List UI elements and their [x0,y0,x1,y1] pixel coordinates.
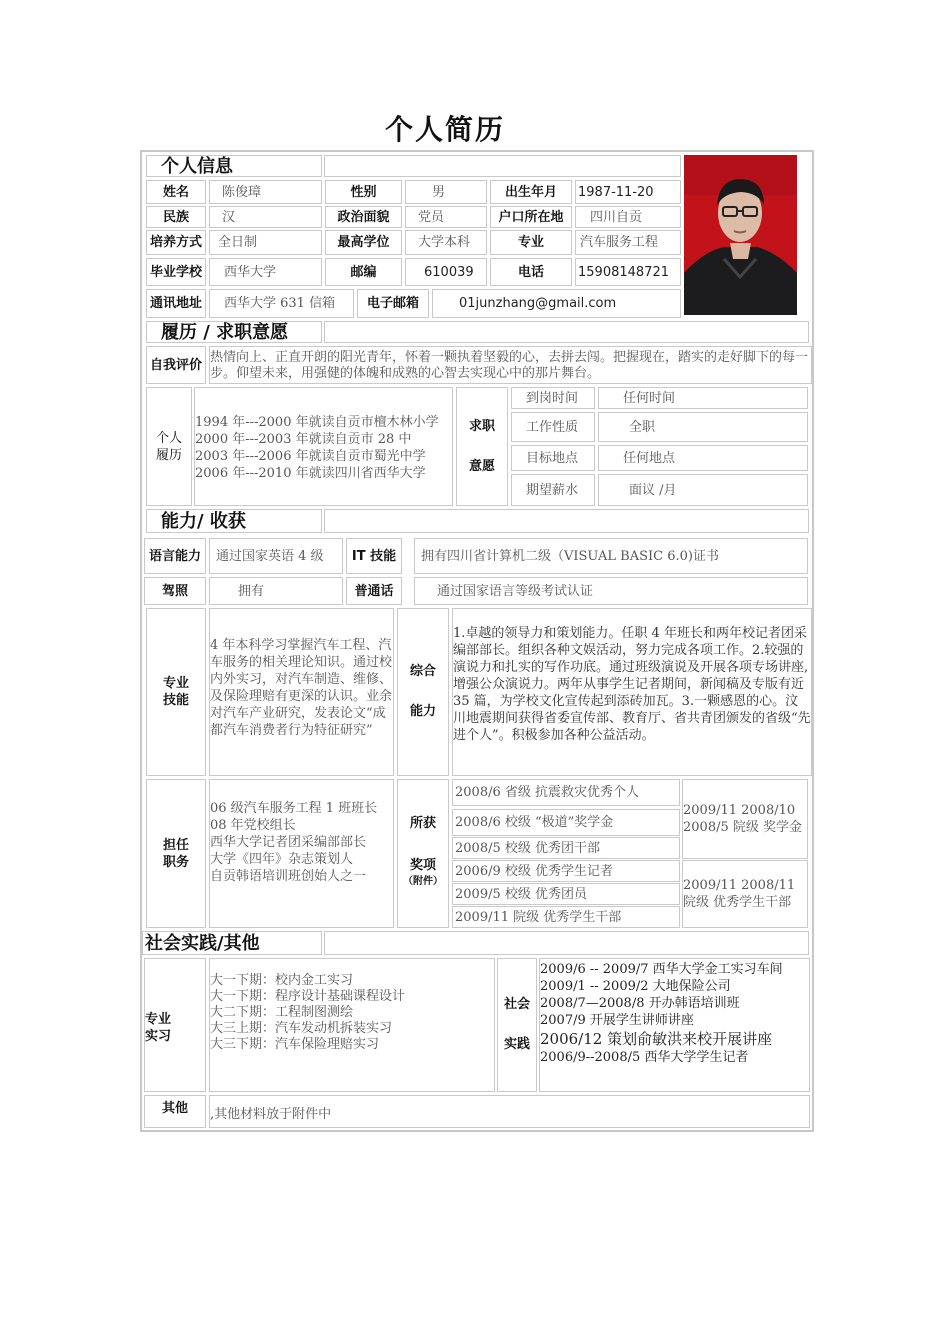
intern-list [209,958,495,1092]
overall-label-2: 能力 [409,704,436,719]
intent-key: 到岗时间 [511,387,595,409]
practice-item: 2007/9 开展学生讲师讲座 [540,1013,694,1028]
history-label [146,387,192,506]
overall-text: 1.卓越的领导力和策划能力。任职 4 年班长和两年校记者团采编部部长。组织各种文娱活动，努力完成各项工作。2.较强的演说力和扎实的写作功底。通过班级演说及开展各项专场讲座,增强公众演说力。两年从事学生记者期间，新闻稿及专版有近 35 篇，为学校文化宣传起到添砖加瓦。3.一颗感恩的心。汶川地震期间获得省委宣传部、教育厅、省共青团颁发的省级“先进个人”。积极参加各种公益活动。 [452,608,812,776]
skill-text: 4 年本科学习掌握汽车工程、汽车服务的相关理论知识。通过校内外实习，对汽车制造、维修、及保险理赔有更深的认识。业余对汽车产业研究，发表论文“成都汽车消费者行为特征研究” [209,608,394,776]
practice-label-1: 社会 [503,997,530,1012]
section-personal: 个人信息 [146,155,322,177]
section-social: 社会实践/其他 [142,931,322,955]
it-label: IT 技能 [346,538,402,574]
award-extra-line: 2009/11 2008/11 [683,878,796,893]
history-item: 2003 年---2006 年就读自贡市蜀光中学 [195,449,426,464]
award-label [397,779,449,928]
history-item: 2006 年---2010 年就读四川省西华大学 [195,466,426,481]
ethnic-value: 汉 [209,206,322,228]
practice-list [539,958,810,1092]
section-header-filler [324,155,681,177]
overall-label-1: 综合 [409,664,436,679]
intent-key: 工作性质 [511,412,595,442]
other-value: ,其他材料放于附件中 [209,1095,810,1128]
zip-value: 610039 [405,258,487,286]
duty-item: 西华大学记者团采编部部长 [210,835,367,850]
license-value: 拥有 [209,577,343,605]
section-ability: 能力/ 收获 [146,509,322,533]
award-item: 2009/11 院级 优秀学生干部 [452,906,680,928]
award-label-2: 奖项 [409,858,436,873]
study-mode-label: 培养方式 [146,230,206,255]
intern-item: 大一下期：程序设计基础课程设计 [210,989,406,1004]
award-extra-line: 院级 优秀学生干部 [683,895,792,910]
address-value: 西华大学 631 信箱 [209,289,354,318]
intent-value: 全职 [598,412,808,442]
award-extra-1 [682,779,808,859]
skill-label-2: 技能 [162,693,189,708]
self-eval-text: 热情向上、正直开朗的阳光青年，怀着一颗执着坚毅的心，去拼去闯。把握现在，踏实的走好脚下的每一步。仰望未来，用强健的体魄和成熟的心智去实现心中的那片舞台。 [209,346,812,384]
history-list [194,387,453,506]
section-header-filler [324,321,809,343]
degree-value: 大学本科 [405,230,487,255]
birth-label: 出生年月 [490,180,572,204]
political-value: 党员 [405,206,487,228]
it-value: 拥有四川省计算机二级（VISUAL BASIC 6.0)证书 [414,538,808,574]
practice-item: 2009/1 -- 2009/2 大地保险公司 [540,979,731,994]
history-item: 1994 年---2000 年就读自贡市檀木林小学 [195,415,439,430]
award-item: 2008/6 校级 “极道”奖学金 [452,809,680,836]
intern-label-1: 专业 [145,1012,172,1027]
practice-item: 2008/7—2008/8 开办韩语培训班 [540,996,740,1011]
overall-label [397,608,449,776]
intern-label-2: 实习 [145,1029,172,1044]
section-header-filler [324,931,809,955]
gender-value: 男 [405,180,487,204]
duty-item: 自贡韩语培训班创始人之一 [210,869,367,884]
award-item: 2008/6 省级 抗震救灾优秀个人 [452,779,680,806]
degree-label: 最高学位 [325,230,402,255]
award-item: 2006/9 校级 优秀学生记者 [452,860,680,882]
award-label-3: （附件） [403,876,443,887]
lang-value: 通过国家英语 4 级 [209,538,343,574]
duty-label-1: 担任 [162,837,189,853]
duty-item: 06 级汽车服务工程 1 班班长 [210,801,378,816]
section-resume: 履历 / 求职意愿 [146,321,322,343]
intent-value: 面议 /月 [598,474,808,506]
practice-item: 2006/9--2008/5 西华大学学生记者 [540,1050,749,1065]
intent-key: 目标地点 [511,445,595,471]
major-label: 专业 [490,230,572,255]
study-mode-value: 全日制 [209,230,322,255]
school-value: 西华大学 [209,258,322,286]
gender-label: 性别 [325,180,402,204]
intent-value: 任何地点 [598,445,808,471]
award-label-1: 所获 [409,816,436,831]
award-extra-line: 2008/5 院级 奖学金 [683,820,802,835]
practice-label-2: 实践 [503,1037,530,1052]
intent-label-1: 求职 [468,418,495,434]
address-label: 通讯地址 [146,289,206,318]
intern-label [144,958,206,1092]
intern-item: 大三上期：汽车发动机拆装实习 [210,1021,393,1036]
section-header-filler [324,509,809,533]
profile-photo [684,155,797,315]
mandarin-value: 通过国家语言等级考试认证 [414,577,808,605]
license-label: 驾照 [144,577,206,605]
award-extra-2 [682,860,808,928]
duty-label-2: 职务 [162,854,189,870]
duty-item: 08 年党校组长 [210,818,296,833]
page-title: 个人简历 [384,113,505,146]
intent-label [456,387,508,506]
intent-label-2: 意愿 [468,458,495,474]
name-label: 姓名 [146,180,206,204]
other-label: 其他 [144,1095,206,1128]
school-label: 毕业学校 [146,258,206,286]
practice-item: 2006/12 策划俞敏洪来校开展讲座 [540,1030,773,1048]
political-label: 政治面貌 [325,206,402,228]
award-extra-line: 2009/11 2008/10 [683,803,796,818]
birth-value: 1987-11-20 [575,180,681,204]
phone-value: 15908148721 [575,258,681,286]
self-eval-label: 自我评价 [146,346,206,384]
ethnic-label: 民族 [146,206,206,228]
duty-label [146,779,206,928]
lang-label: 语言能力 [144,538,206,574]
intent-key: 期望薪水 [511,474,595,506]
major-value: 汽车服务工程 [575,230,681,255]
skill-label-1: 专业 [162,676,189,691]
hukou-label: 户口所在地 [490,206,572,228]
email-value[interactable]: 01junzhang@gmail.com [432,289,681,318]
award-item: 2009/5 校级 优秀团员 [452,883,680,905]
duty-list [209,779,394,928]
email-label: 电子邮箱 [357,289,429,318]
intern-item: 大一下期：校内金工实习 [210,973,354,988]
duty-item: 大学《四年》杂志策划人 [210,852,354,867]
award-item: 2008/5 校级 优秀团干部 [452,837,680,859]
zip-label: 邮编 [325,258,402,286]
history-item: 2000 年---2003 年就读自贡市 28 中 [195,432,412,447]
intern-item: 大二下期：工程制图测绘 [210,1005,354,1020]
practice-label [497,958,537,1092]
skill-label [146,608,206,776]
history-label-1: 个人 [155,430,182,446]
history-label-2: 履历 [155,447,182,463]
intent-value: 任何时间 [598,387,808,409]
avatar [684,155,797,315]
mandarin-label: 普通话 [346,577,402,605]
hukou-value: 四川自贡 [575,206,681,228]
phone-label: 电话 [490,258,572,286]
name-value: 陈俊璋 [209,180,322,204]
practice-item: 2009/6 -- 2009/7 西华大学金工实习车间 [540,962,783,977]
intern-item: 大三下期：汽车保险理赔实习 [210,1037,380,1052]
